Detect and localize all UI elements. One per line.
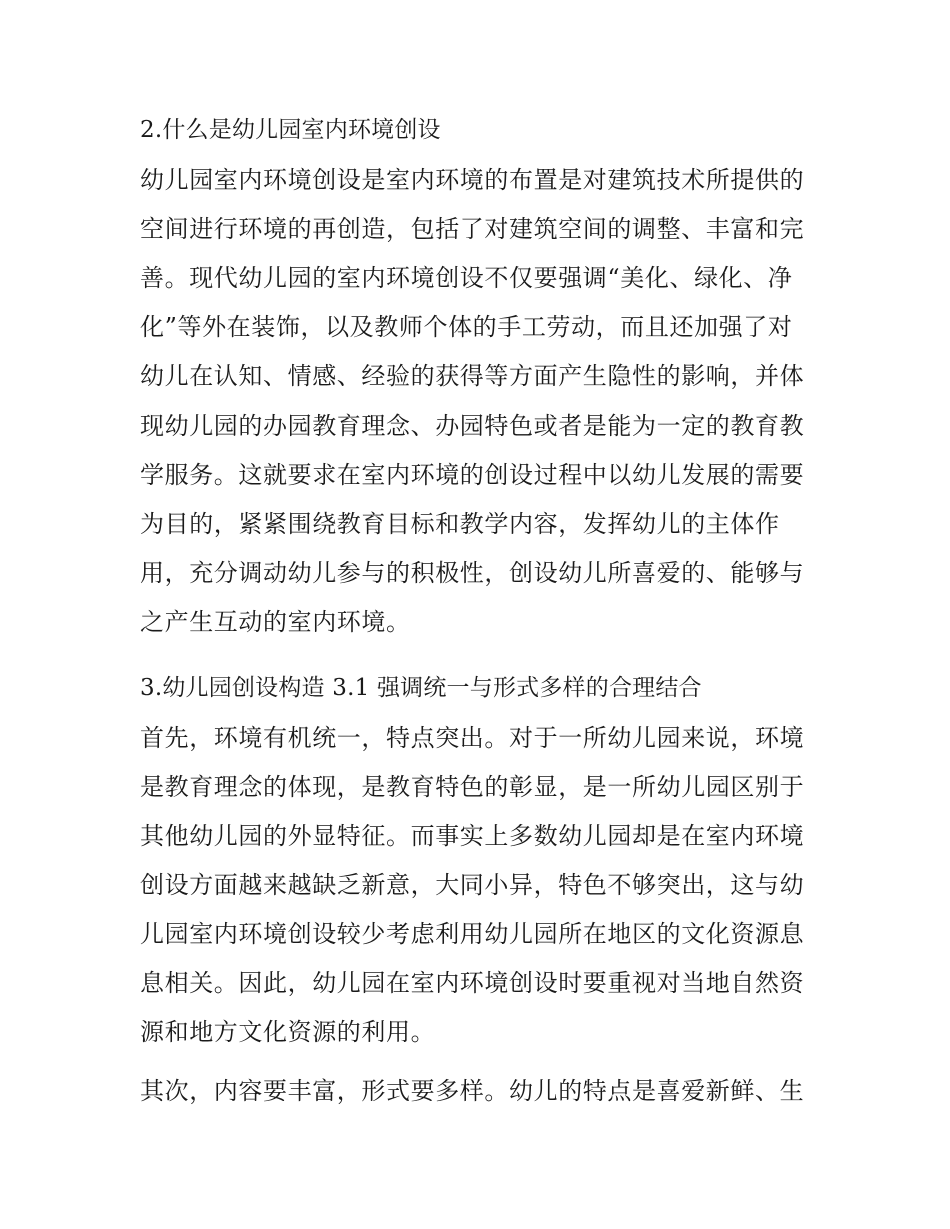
section-3-paragraph-1-line: 息相关。因此，幼儿园在室内环境创设时要重视对当地自然资 <box>140 969 805 997</box>
section-3-paragraph-2-line: 其次，内容要丰富，形式要多样。幼儿的特点是喜爱新鲜、生 <box>140 1077 805 1105</box>
section-2-line: 化”等外在装饰，以及教师个体的手工劳动，而且还加强了对 <box>140 313 793 341</box>
section-3-paragraph-1-line: 创设方面越来越缺乏新意，大同小异，特色不够突出，这与幼 <box>140 871 805 899</box>
section-2-line: 幼儿园室内环境创设是室内环境的布置是对建筑技术所提供的 <box>140 166 805 194</box>
section-2-line: 幼儿在认知、情感、经验的获得等方面产生隐性的影响，并体 <box>140 362 805 390</box>
section-3-paragraph-1-line: 其他幼儿园的外显特征。而事实上多数幼儿园却是在室内环境 <box>140 822 805 850</box>
section-2-line: 善。现代幼儿园的室内环境创设不仅要强调“美化、绿化、净 <box>140 264 793 292</box>
section-3-paragraph-1-line: 儿园室内环境创设较少考虑利用幼儿园所在地区的文化资源息 <box>140 920 805 948</box>
section-2-heading: 2.什么是幼儿园室内环境创设 <box>140 117 441 143</box>
section-2-line: 学服务。这就要求在室内环境的创设过程中以幼儿发展的需要 <box>140 461 805 489</box>
section-2-line: 之产生互动的室内环境。 <box>140 608 411 636</box>
section-2-line: 现幼儿园的办园教育理念、办园特色或者是能为一定的教育教 <box>140 412 805 440</box>
section-3-heading: 3.幼儿园创设构造 3.1 强调统一与形式多样的合理结合 <box>140 675 702 701</box>
section-2-line: 为目的，紧紧围绕教育目标和教学内容，发挥幼儿的主体作 <box>140 510 780 538</box>
section-3-paragraph-1-line: 首先，环境有机统一，特点突出。对于一所幼儿园来说，环境 <box>140 724 805 752</box>
section-3-paragraph-1-line: 是教育理念的体现，是教育特色的彰显，是一所幼儿园区别于 <box>140 773 805 801</box>
section-3-paragraph-1-line: 源和地方文化资源的利用。 <box>140 1018 436 1046</box>
section-2-line: 用，充分调动幼儿参与的积极性，创设幼儿所喜爱的、能够与 <box>140 559 805 587</box>
section-2-line: 空间进行环境的再创造，包括了对建筑空间的调整、丰富和完 <box>140 215 805 243</box>
